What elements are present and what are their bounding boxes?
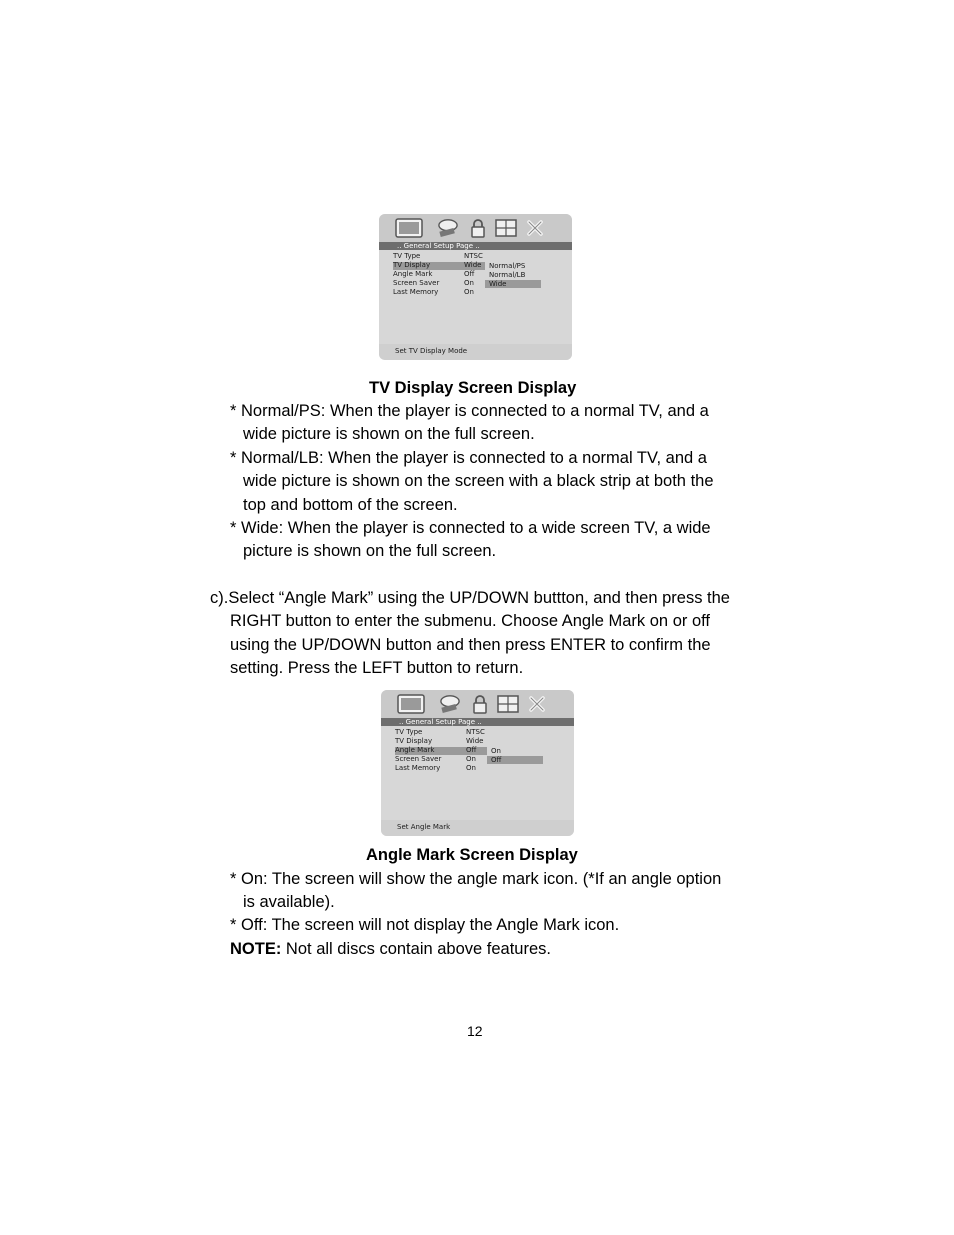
osd-submenu-item: Off	[491, 756, 502, 764]
osd-row-label: TV Display	[393, 261, 431, 269]
angle-mark-osd-screenshot	[381, 690, 574, 836]
osd-footer	[379, 344, 572, 360]
tv-display-line: wide picture is shown on the full screen.	[243, 425, 535, 443]
step-c-line: setting. Press the LEFT button to return.	[230, 659, 524, 677]
step-c-line: using the UP/DOWN button and then press ENTER to confirm the	[230, 636, 711, 654]
lock-icon	[470, 218, 486, 238]
osd-submenu-item: On	[491, 747, 501, 755]
osd-row-label: Screen Saver	[393, 279, 440, 287]
tv-display-caption: TV Display Screen Display	[369, 379, 577, 397]
osd-page-title-bar	[379, 242, 572, 250]
tv-display-line: * Normal/PS: When the player is connected to a normal TV, and a	[230, 402, 709, 420]
osd-page-title-bar	[381, 718, 574, 726]
osd-row-label: Last Memory	[395, 764, 441, 772]
page-number: 12	[467, 1023, 483, 1039]
angle-mark-line: * On: The screen will show the angle mark icon. (*If an angle option	[230, 870, 722, 888]
osd-submenu-item: Normal/LB	[489, 271, 526, 279]
osd-row-value: Off	[464, 270, 475, 278]
osd-row-value: On	[464, 279, 474, 287]
osd-footer-text: Set Angle Mark	[397, 823, 451, 831]
note	[230, 938, 551, 961]
osd-row-label: TV Display	[395, 737, 433, 745]
osd-icon-bar	[379, 214, 572, 243]
osd-row-label: Angle Mark	[393, 270, 433, 278]
osd-row-value: On	[464, 288, 474, 296]
osd-row-label: Last Memory	[393, 288, 439, 296]
osd-row-label: TV Type	[393, 252, 421, 260]
tv-display-line: * Wide: When the player is connected to a wide screen TV, a wide	[230, 519, 711, 537]
osd-row-value: Wide	[464, 261, 482, 269]
preference-icon	[495, 218, 517, 238]
osd-submenu-item: Normal/PS	[489, 262, 526, 270]
note-label: NOTE:	[230, 940, 282, 958]
osd-row-value: NTSC	[466, 728, 485, 736]
tv-display-line: * Normal/LB: When the player is connected to a normal TV, and a	[230, 449, 707, 467]
preference-icon	[497, 694, 519, 714]
step-c-line: RIGHT button to enter the submenu. Choose Angle Mark on or off	[230, 612, 710, 630]
osd-page-title: .. General Setup Page ..	[397, 242, 480, 250]
speaker-icon	[437, 694, 463, 714]
exit-icon	[529, 694, 545, 714]
osd-row-value: Off	[466, 746, 477, 754]
osd-row-value: Wide	[466, 737, 484, 745]
osd-footer	[381, 820, 574, 836]
exit-icon	[527, 218, 543, 238]
osd-row-value: On	[466, 764, 476, 772]
tv-display-osd-screenshot	[379, 214, 572, 360]
tv-display-line: picture is shown on the full screen.	[243, 542, 497, 560]
angle-mark-line: * Off: The screen will not display the Angle Mark icon.	[230, 916, 620, 934]
osd-row-label: Angle Mark	[395, 746, 435, 754]
osd-icon-bar	[381, 690, 574, 719]
step-c-line: c).Select “Angle Mark” using the UP/DOWN buttton, and then press the	[210, 589, 730, 607]
osd-footer-text: Set TV Display Mode	[395, 347, 468, 355]
osd-submenu-item: Wide	[489, 280, 507, 288]
osd-row-label: TV Type	[395, 728, 423, 736]
tv-display-line: top and bottom of the screen.	[243, 496, 458, 514]
osd-row-label: Screen Saver	[395, 755, 442, 763]
tv-icon	[397, 694, 425, 714]
osd-page-title: .. General Setup Page ..	[399, 718, 482, 726]
angle-mark-line: is available).	[243, 893, 335, 911]
tv-display-line: wide picture is shown on the screen with a black strip at both the	[243, 472, 714, 490]
osd-row-value: NTSC	[464, 252, 483, 260]
lock-icon	[472, 694, 488, 714]
note-text: Not all discs contain above features.	[281, 940, 551, 958]
osd-row-value: On	[466, 755, 476, 763]
angle-mark-caption: Angle Mark Screen Display	[366, 846, 578, 864]
tv-icon	[395, 218, 423, 238]
speaker-icon	[435, 218, 461, 238]
